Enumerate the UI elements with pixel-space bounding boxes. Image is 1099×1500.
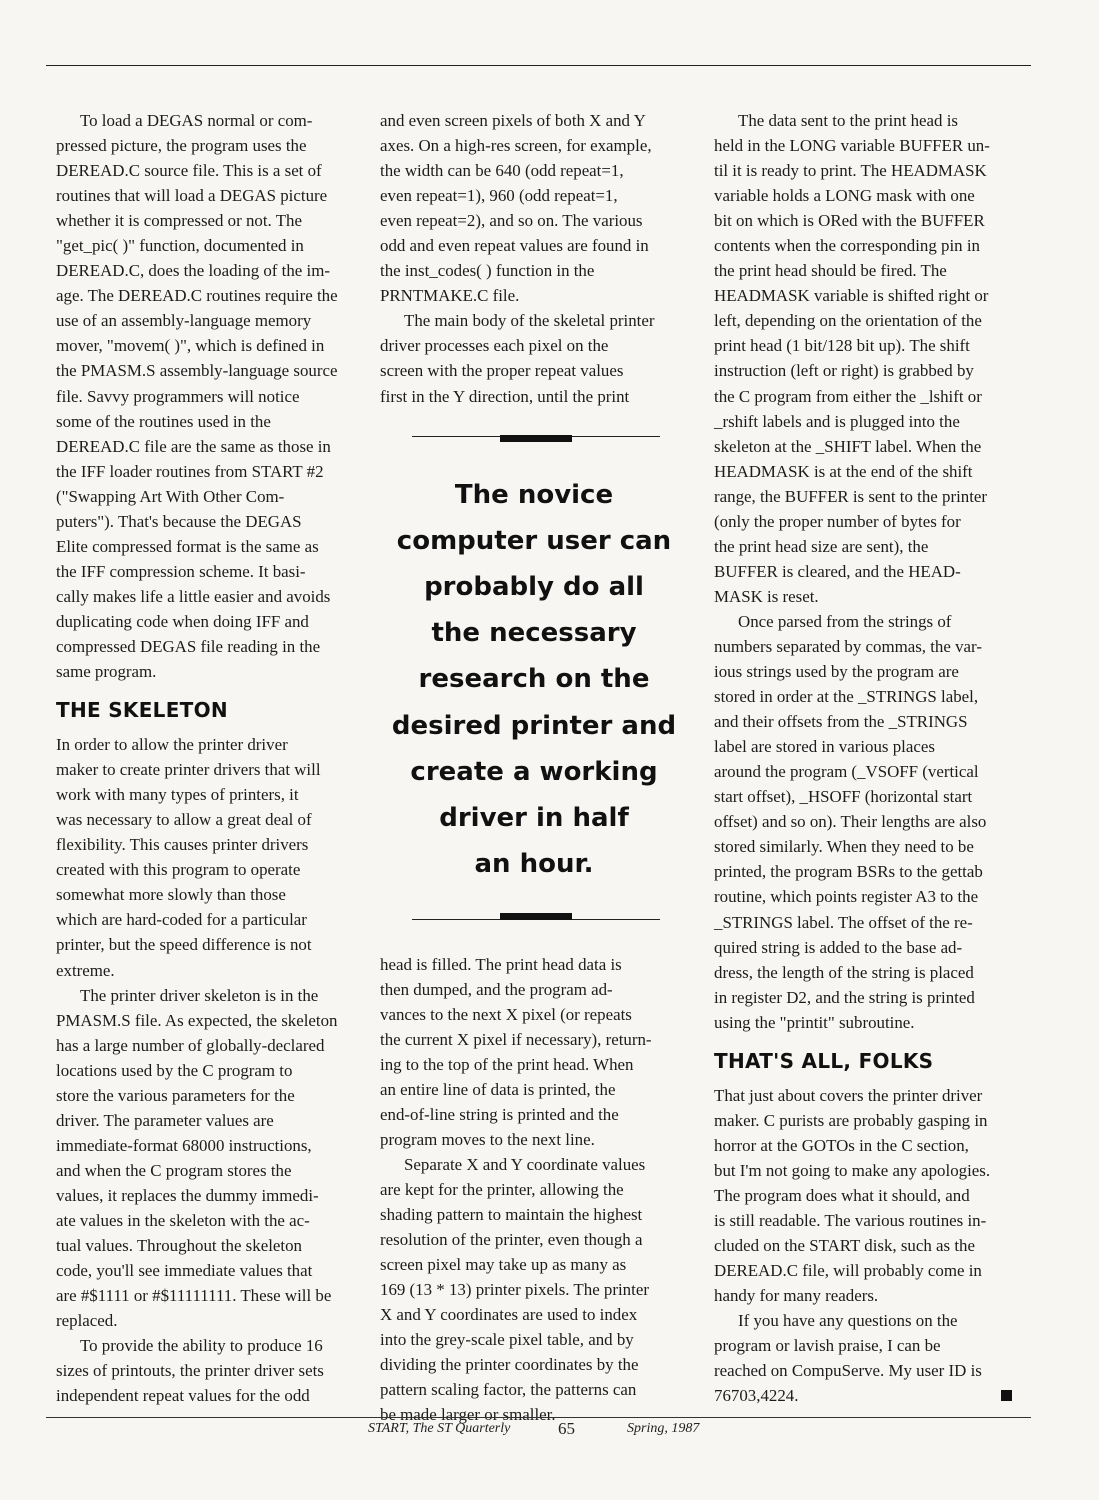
text-line: screen pixel may take up as many as <box>380 1255 627 1275</box>
text-line: contents when the corresponding pin in <box>714 236 980 256</box>
text-line: In order to allow the printer driver <box>56 735 288 755</box>
text-line: 76703,4224. <box>714 1386 799 1406</box>
text-line: variable holds a LONG mask with one <box>714 186 975 206</box>
text-line: the width can be 640 (odd repeat=1, <box>380 161 624 181</box>
text-line: stored in order at the _STRINGS label, <box>714 687 979 707</box>
text-line: dividing the printer coordinates by the <box>380 1355 639 1375</box>
text-line: print head (1 bit/128 bit up). The shift <box>714 336 970 356</box>
text-line: maker to create printer drivers that will <box>56 760 321 780</box>
text-line: maker. C purists are probably gasping in <box>714 1110 988 1130</box>
paragraph <box>380 952 688 1152</box>
text-line: in register D2, and the string is printed <box>714 987 975 1007</box>
text-line: offset) and so on). Their lengths are also <box>714 812 987 832</box>
text-line: left, depending on the orientation of the <box>714 311 982 331</box>
text-line: end-of-line string is printed and the <box>380 1104 619 1124</box>
column-3 <box>714 108 1024 1408</box>
text-line: the inst_codes( ) function in the <box>380 261 595 281</box>
text-line: odd and even repeat values are found in <box>380 236 649 256</box>
pull-quote-bottom-rule <box>412 919 660 920</box>
text-line: To load a DEGAS normal or com- <box>80 111 313 130</box>
text-line: driver processes each pixel on the <box>380 336 609 356</box>
text-line: but I'm not going to make any apologies. <box>714 1160 991 1180</box>
text-line: shading pattern to maintain the highest <box>380 1205 643 1225</box>
text-line: dress, the length of the string is placed <box>714 962 974 982</box>
text-line: the print head size are sent), the <box>714 536 929 556</box>
paragraph <box>380 1152 688 1428</box>
footer-publication-title: START, The ST Quarterly <box>368 1421 511 1436</box>
text-line: then dumped, and the program ad- <box>380 979 613 999</box>
text-line: program or lavish praise, I can be <box>714 1336 941 1356</box>
text-line: pressed picture, the program uses the <box>56 136 307 156</box>
bottom-rule <box>46 1417 1031 1418</box>
text-line: routine, which points register A3 to the <box>714 887 979 907</box>
text-line: are #$1111 or #$11111111. These will be <box>56 1286 332 1306</box>
text-line: MASK is reset. <box>714 586 819 606</box>
text-line: puters"). That's because the DEGAS <box>56 511 302 531</box>
text-line: screen with the proper repeat values <box>380 361 624 381</box>
column-2 <box>380 108 688 1427</box>
paragraph <box>380 108 688 308</box>
text-line: first in the Y direction, until the print <box>380 386 630 406</box>
pull-quote <box>380 409 688 952</box>
text-line: horror at the GOTOs in the C section, <box>714 1135 969 1155</box>
text-line: If you have any questions on the <box>738 1311 958 1331</box>
text-line: DEREAD.C file, will probably come in <box>714 1261 982 1281</box>
text-line: stored similarly. When they need to be <box>714 837 974 857</box>
text-line: extreme. <box>56 960 115 980</box>
text-line: even repeat=2), and so on. The various <box>380 211 643 231</box>
text-line: and even screen pixels of both X and Y <box>380 111 646 130</box>
text-line: has a large number of globally-declared <box>56 1035 325 1055</box>
text-line: head is filled. The print head data is <box>380 954 622 974</box>
paragraph <box>56 1333 362 1408</box>
text-line: ate values in the skeleton with the ac- <box>56 1210 310 1230</box>
text-line: DEREAD.C source file. This is a set of <box>56 161 322 181</box>
text-line: and their offsets from the _STRINGS <box>714 712 968 732</box>
text-line: The printer driver skeleton is in the <box>80 985 319 1005</box>
text-line: the PMASM.S assembly-language source <box>56 361 338 381</box>
text-line: Separate X and Y coordinate values <box>404 1154 646 1174</box>
text-line: 169 (13 * 13) printer pixels. The printer <box>380 1280 649 1300</box>
text-line: _rshift labels and is plugged into the <box>714 411 960 431</box>
pull-quote-text <box>380 472 688 888</box>
text-line: DEREAD.C file are the same as those in <box>56 436 331 456</box>
text-line: printer, but the speed difference is not <box>56 935 312 955</box>
text-line: vances to the next X pixel (or repeats <box>380 1004 632 1024</box>
text-line: Elite compressed format is the same as <box>56 536 319 556</box>
text-line: computer user can <box>396 525 672 556</box>
text-line: desired printer and <box>391 710 677 741</box>
text-line: The program does what it should, and <box>714 1185 970 1205</box>
text-line: printed, the program BSRs to the gettab <box>714 862 983 882</box>
text-line: immediate-format 68000 instructions, <box>56 1135 312 1155</box>
text-line: replaced. <box>56 1311 118 1331</box>
text-line: numbers separated by commas, the var- <box>714 636 982 656</box>
text-line: Once parsed from the strings of <box>738 611 952 631</box>
text-line: same program. <box>56 662 157 682</box>
text-line: ("Swapping Art With Other Com- <box>56 486 285 506</box>
text-line: using the "printit" subroutine. <box>714 1012 915 1032</box>
text-line: mover, "movem( )", which is defined in <box>56 336 325 356</box>
text-line: held in the LONG variable BUFFER un- <box>714 136 990 156</box>
top-rule <box>46 65 1031 66</box>
text-line: flexibility. This causes printer drivers <box>56 835 309 855</box>
text-line: cluded on the START disk, such as the <box>714 1236 975 1256</box>
text-line: program moves to the next line. <box>380 1129 595 1149</box>
text-line: instruction (left or right) is grabbed by <box>714 361 974 381</box>
text-line: which are hard-coded for a particular <box>56 910 307 930</box>
text-line: code, you'll see immediate values that <box>56 1261 313 1281</box>
text-line: create a working <box>410 756 658 787</box>
text-line: driver in half <box>439 802 629 833</box>
text-line: resolution of the printer, even though a <box>380 1230 643 1250</box>
text-line: an hour. <box>474 849 594 880</box>
text-line: ing to the top of the print head. When <box>380 1054 634 1074</box>
text-line: use of an assembly-language memory <box>56 311 312 331</box>
text-line: bit on which is ORed with the BUFFER <box>714 211 985 231</box>
text-line: The novice <box>454 479 614 510</box>
text-line: the IFF compression scheme. It basi- <box>56 561 306 581</box>
text-line: independent repeat values for the odd <box>56 1386 310 1406</box>
text-line: PMASM.S file. As expected, the skeleton <box>56 1010 338 1030</box>
text-line: duplicating code when doing IFF and <box>56 611 309 631</box>
end-of-article-mark <box>1001 1390 1012 1401</box>
text-line: and when the C program stores the <box>56 1160 292 1180</box>
paragraph <box>56 983 362 1334</box>
text-line: compressed DEGAS file reading in the <box>56 636 321 656</box>
paragraph-final <box>714 1308 1024 1408</box>
text-line: til it is ready to print. The HEADMASK <box>714 161 987 181</box>
text-line: the current X pixel if necessary), return- <box>380 1029 652 1049</box>
paragraph <box>714 1083 1024 1308</box>
text-line: To provide the ability to produce 16 <box>80 1336 323 1356</box>
text-line: values, it replaces the dummy immedi- <box>56 1185 319 1205</box>
text-line: work with many types of printers, it <box>56 785 299 805</box>
text-line: the necessary <box>431 618 637 649</box>
paragraph <box>56 732 362 982</box>
text-line: some of the routines used in the <box>56 411 271 431</box>
text-line: driver. The parameter values are <box>56 1110 274 1130</box>
text-line: The data sent to the print head is <box>738 111 958 130</box>
text-line: research on the <box>418 664 650 695</box>
text-line: handy for many readers. <box>714 1286 879 1306</box>
section-heading-skeleton: THE SKELETON <box>56 698 228 723</box>
text-line: file. Savvy programmers will notice <box>56 386 300 406</box>
text-line: the print head should be fired. The <box>714 261 947 281</box>
paragraph <box>380 308 688 408</box>
text-line: was necessary to allow a great deal of <box>56 810 312 830</box>
text-line: tual values. Throughout the skeleton <box>56 1236 302 1256</box>
footer-page-number: 65 <box>558 1419 575 1438</box>
text-line: skeleton at the _SHIFT label. When the <box>714 436 982 456</box>
text-line: around the program (_VSOFF (vertical <box>714 762 979 782</box>
text-line: store the various parameters for the <box>56 1085 295 1105</box>
text-line: an entire line of data is printed, the <box>380 1079 616 1099</box>
text-line: routines that will load a DEGAS picture <box>56 186 328 206</box>
text-line: PRNTMAKE.C file. <box>380 286 520 306</box>
text-line: The main body of the skeletal printer <box>404 311 655 331</box>
text-line: the C program from either the _lshift or <box>714 386 982 406</box>
text-line: HEADMASK variable is shifted right or <box>714 286 989 306</box>
text-line: X and Y coordinates are used to index <box>380 1305 638 1325</box>
text-line: are kept for the printer, allowing the <box>380 1179 624 1199</box>
text-line: DEREAD.C, does the loading of the im- <box>56 261 330 281</box>
text-line: BUFFER is cleared, and the HEAD- <box>714 561 961 581</box>
text-line: ious strings used by the program are <box>714 662 959 682</box>
text-line: quired string is added to the base ad- <box>714 937 963 957</box>
text-line: "get_pic( )" function, documented in <box>56 236 304 256</box>
paragraph <box>714 609 1024 1035</box>
paragraph <box>714 108 1024 609</box>
paragraph <box>56 108 362 684</box>
text-line: is still readable. The various routines in- <box>714 1210 987 1230</box>
text-line: probably do all <box>424 571 644 602</box>
text-line: _STRINGS label. The offset of the re- <box>714 912 973 932</box>
text-line: cally makes life a little easier and avoids <box>56 586 331 606</box>
text-line: age. The DEREAD.C routines require the <box>56 286 338 306</box>
text-line: somewhat more slowly than those <box>56 885 286 905</box>
text-line: range, the BUFFER is sent to the printer <box>714 486 988 506</box>
column-1 <box>56 108 362 1408</box>
text-line: HEADMASK is at the end of the shift <box>714 461 973 481</box>
text-line: created with this program to operate <box>56 860 301 880</box>
text-line: (only the proper number of bytes for <box>714 511 961 531</box>
text-line: pattern scaling factor, the patterns can <box>380 1380 637 1400</box>
footer-issue-date: Spring, 1987 <box>627 1421 700 1436</box>
text-line: the IFF loader routines from START #2 <box>56 461 324 481</box>
text-line: into the grey-scale pixel table, and by <box>380 1330 634 1350</box>
text-line: even repeat=1), 960 (odd repeat=1, <box>380 186 618 206</box>
section-heading-thats-all-folks: THAT'S ALL, FOLKS <box>714 1048 934 1073</box>
text-line: whether it is compressed or not. The <box>56 211 302 231</box>
text-line: axes. On a high-res screen, for example, <box>380 136 652 156</box>
pull-quote-top-rule <box>412 436 660 437</box>
text-line: locations used by the C program to <box>56 1060 293 1080</box>
text-line: start offset), _HSOFF (horizontal start <box>714 787 973 807</box>
text-line: label are stored in various places <box>714 737 935 757</box>
text-line: reached on CompuServe. My user ID is <box>714 1361 982 1381</box>
text-line: That just about covers the printer driver <box>714 1085 983 1105</box>
text-line: sizes of printouts, the printer driver sets <box>56 1361 324 1381</box>
text-line: be made larger or smaller. <box>380 1405 556 1425</box>
